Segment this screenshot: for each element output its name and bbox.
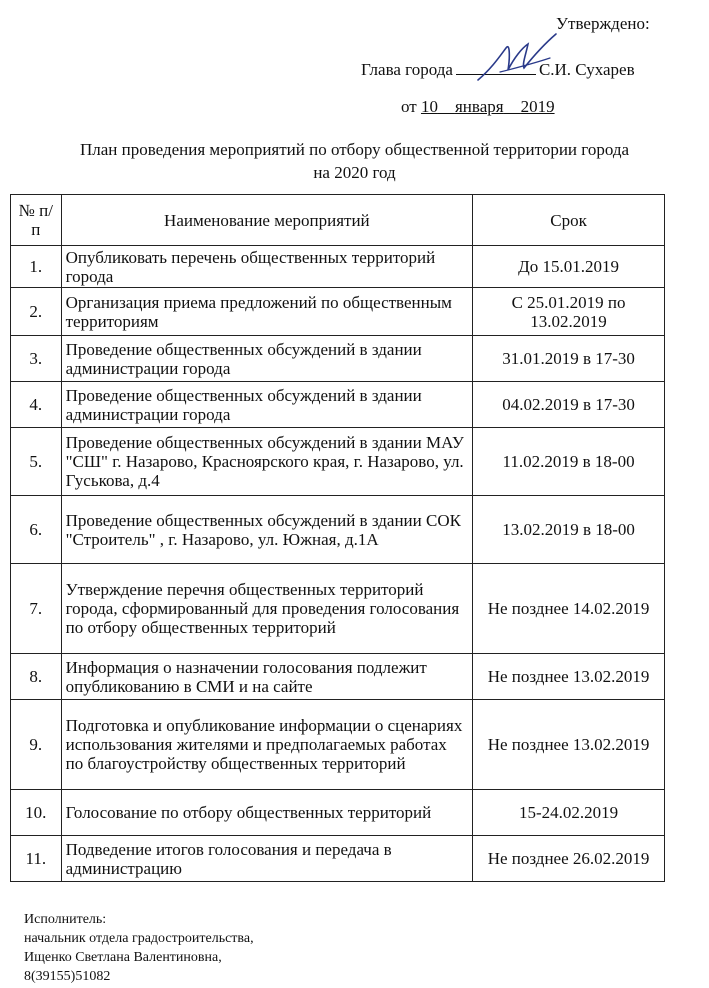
- executor-position: начальник отдела градостроительства,: [24, 931, 254, 946]
- row-num: 7.: [11, 564, 62, 654]
- executor-phone: 8(39155)51082: [24, 969, 111, 984]
- table-row: [11, 428, 665, 496]
- row-term: Не позднее 26.02.2019: [473, 836, 665, 882]
- row-name: Проведение общественных обсуждений в здании администрации города: [61, 336, 473, 382]
- row-name: Подведение итогов голосования и передача в администрацию: [61, 836, 473, 882]
- row-num: 5.: [11, 428, 62, 496]
- table-row: [11, 836, 665, 882]
- table-row: [11, 246, 665, 288]
- executor-label: Исполнитель:: [24, 912, 107, 927]
- table-row: [11, 790, 665, 836]
- row-num: 11.: [11, 836, 62, 882]
- row-name: Организация приема предложений по общественным территориям: [61, 288, 473, 336]
- table-row: [11, 288, 665, 336]
- date-prefix: от: [401, 97, 417, 116]
- row-name: Утверждение перечня общественных территорий города, сформированный для проведения голосования по отбору общественных территорий: [61, 564, 473, 654]
- row-num: 1.: [11, 246, 62, 288]
- row-name: Голосование по отбору общественных территорий: [61, 790, 473, 836]
- head-name: С.И. Сухарев: [538, 60, 635, 79]
- row-num: 3.: [11, 336, 62, 382]
- plan-title-line1: План проведения мероприятий по отбору общественной территории города: [79, 140, 630, 159]
- table-row: [11, 654, 665, 700]
- executor-block: [24, 910, 254, 986]
- row-num: 6.: [11, 496, 62, 564]
- table-row: [11, 336, 665, 382]
- approval-block: [0, 0, 709, 120]
- row-term: 04.02.2019 в 17-30: [473, 382, 665, 428]
- row-name: Проведение общественных обсуждений в здании СОК "Строитель" , г. Назарово, ул. Южная, д.1А: [61, 496, 473, 564]
- table-row: [11, 496, 665, 564]
- head-label: Глава города: [361, 60, 453, 79]
- row-num: 9.: [11, 700, 62, 790]
- header-num: № п/п: [11, 195, 62, 246]
- table-row: [11, 564, 665, 654]
- row-name: Опубликовать перечень общественных территорий города: [61, 246, 473, 288]
- row-term: 13.02.2019 в 18-00: [473, 496, 665, 564]
- row-num: 10.: [11, 790, 62, 836]
- row-term: 15-24.02.2019: [473, 790, 665, 836]
- signature-mark: [470, 28, 565, 88]
- plan-title-line2: на 2020 год: [313, 163, 396, 182]
- plan-table: [10, 194, 665, 882]
- row-term: Не позднее 13.02.2019: [473, 700, 665, 790]
- row-term: До 15.01.2019: [473, 246, 665, 288]
- table-row: [11, 700, 665, 790]
- row-term: 11.02.2019 в 18-00: [473, 428, 665, 496]
- executor-name: Ищенко Светлана Валентиновна,: [24, 950, 222, 965]
- row-name: Проведение общественных обсуждений в здании администрации города: [61, 382, 473, 428]
- row-num: 2.: [11, 288, 62, 336]
- date-year: 2019: [520, 97, 555, 116]
- header-name: Наименование мероприятий: [61, 195, 473, 246]
- table-header-row: [11, 195, 665, 246]
- date-month: января: [454, 97, 504, 116]
- row-num: 4.: [11, 382, 62, 428]
- row-term: Не позднее 13.02.2019: [473, 654, 665, 700]
- row-name: Информация о назначении голосования подлежит опубликованию в СМИ и на сайте: [61, 654, 473, 700]
- row-term: 31.01.2019 в 17-30: [473, 336, 665, 382]
- row-num: 8.: [11, 654, 62, 700]
- plan-title: [0, 138, 709, 184]
- date-day: 10: [420, 97, 438, 116]
- approval-title: Утверждено:: [556, 14, 650, 33]
- header-term: Срок: [473, 195, 665, 246]
- table-row: [11, 382, 665, 428]
- row-term: С 25.01.2019 по 13.02.2019: [473, 288, 665, 336]
- row-name: Проведение общественных обсуждений в здании МАУ "СШ" г. Назарово, Красноярского края, г. Назарово, ул. Гуськова, д.4: [61, 428, 473, 496]
- approval-date: [401, 97, 555, 117]
- row-term: Не позднее 14.02.2019: [473, 564, 665, 654]
- row-name: Подготовка и опубликование информации о сценариях использования жителями и предполагаемых работах по благоустройству общественных территорий: [61, 700, 473, 790]
